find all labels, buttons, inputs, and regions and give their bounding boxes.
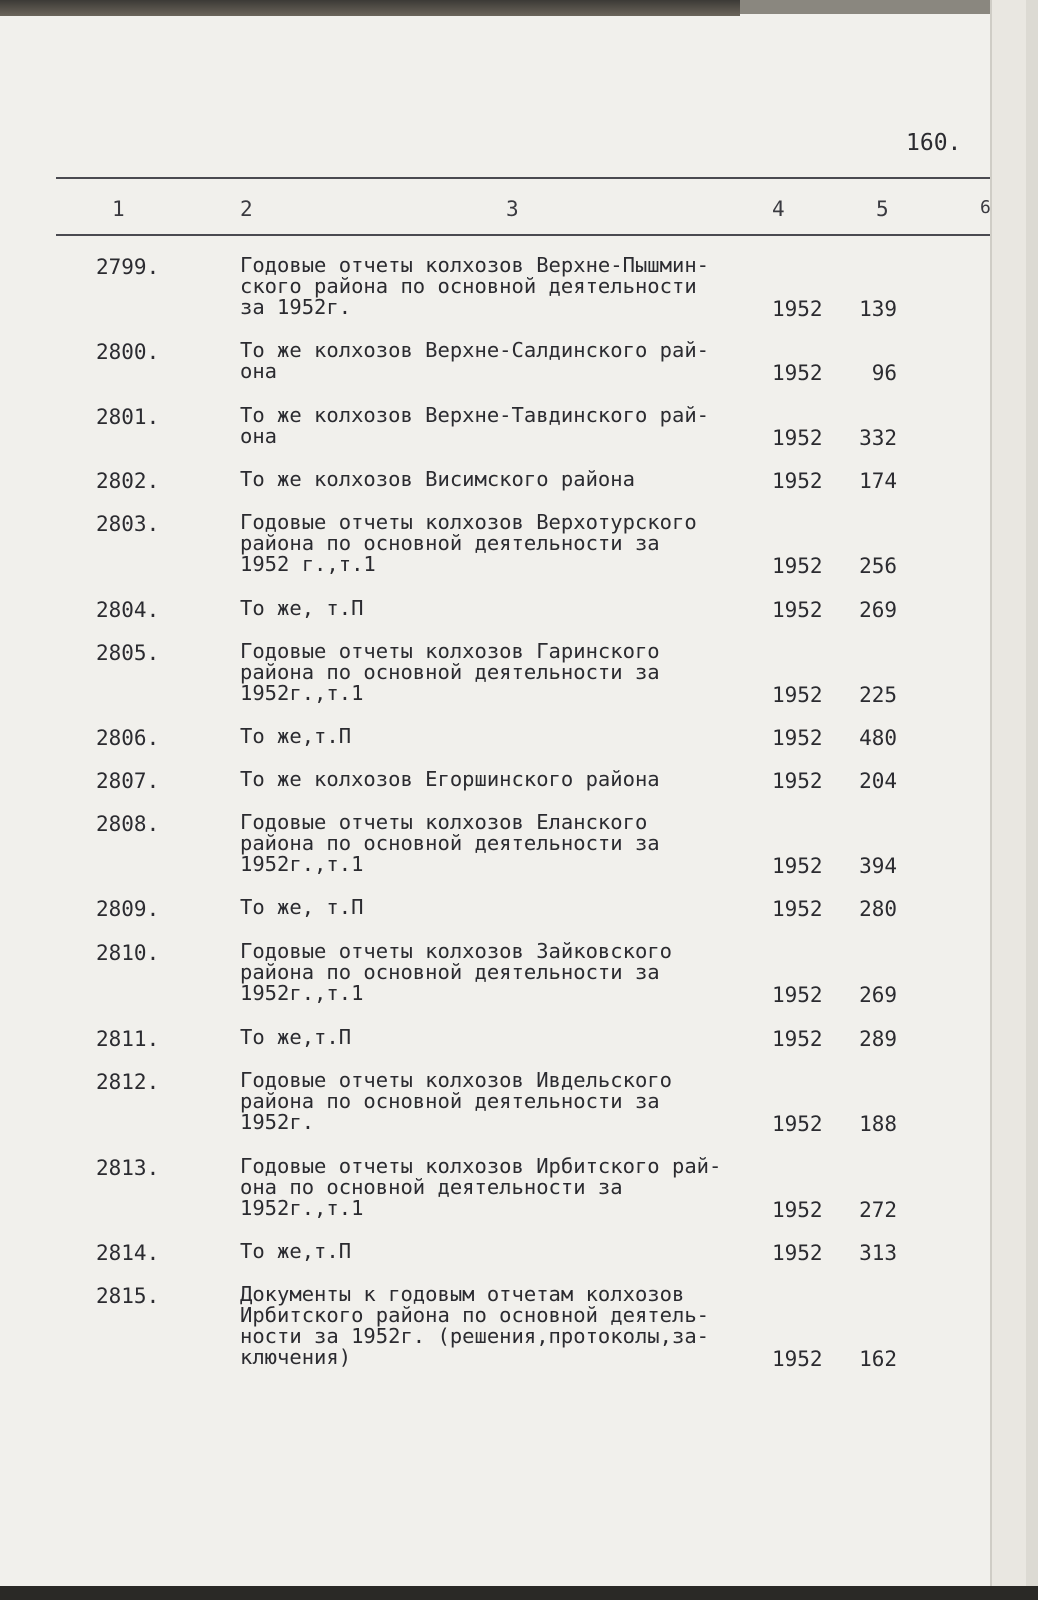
- header-bottom-rule: [56, 234, 990, 236]
- entry-number: 2810.: [96, 941, 160, 965]
- entry-sheet-count: 332: [859, 426, 897, 450]
- entry-sheet-count: 280: [859, 897, 897, 921]
- page-number: 160.: [906, 130, 962, 156]
- entry-description: То же колхозов Висимского района: [240, 467, 635, 491]
- entry-year: 1952: [772, 1198, 823, 1222]
- entry-year: 1952: [772, 361, 823, 385]
- entry-sheet-count: 394: [859, 854, 897, 878]
- entry-number: 2814.: [96, 1241, 160, 1265]
- entry-number: 2802.: [96, 469, 160, 493]
- entry-description: То же колхозов Егоршинского района: [240, 767, 660, 791]
- entry-year: 1952: [772, 726, 823, 750]
- entry-year: 1952: [772, 598, 823, 622]
- column-header-2: 2: [240, 197, 253, 221]
- entry-sheet-count: 162: [859, 1347, 897, 1371]
- entry-number: 2805.: [96, 641, 160, 665]
- entry-description: Годовые отчеты колхозов Верхотурского района по основной деятельности за 1952 г.,т.1: [240, 510, 697, 576]
- entry-year: 1952: [772, 554, 823, 578]
- entry-sheet-count: 313: [859, 1241, 897, 1265]
- entry-number: 2808.: [96, 812, 160, 836]
- entry-sheet-count: 269: [859, 983, 897, 1007]
- entry-number: 2800.: [96, 340, 160, 364]
- entry-number: 2815.: [96, 1284, 160, 1308]
- entry-number: 2806.: [96, 726, 160, 750]
- entry-year: 1952: [772, 297, 823, 321]
- entry-year: 1952: [772, 1112, 823, 1136]
- entry-number: 2812.: [96, 1070, 160, 1094]
- entry-description: Годовые отчеты колхозов Верхне-Пышмин- ского района по основной деятельности за 1952г.: [240, 253, 709, 319]
- entry-description: Годовые отчеты колхозов Гаринского района по основной деятельности за 1952г.,т.1: [240, 639, 660, 705]
- entry-number: 2804.: [96, 598, 160, 622]
- entry-year: 1952: [772, 426, 823, 450]
- column-header-4: 4: [772, 197, 785, 221]
- entry-sheet-count: 256: [859, 554, 897, 578]
- entry-sheet-count: 480: [859, 726, 897, 750]
- entry-description: То же, т.П: [240, 895, 364, 919]
- entry-year: 1952: [772, 469, 823, 493]
- entry-year: 1952: [772, 683, 823, 707]
- entry-description: Годовые отчеты колхозов Ирбитского рай- она по основной деятельности за 1952г.,т.1: [240, 1154, 722, 1220]
- entry-number: 2799.: [96, 255, 160, 279]
- column-header-1: 1: [112, 197, 125, 221]
- entry-description: Документы к годовым отчетам колхозов Ирбитского района по основной деятель- ности за 1952г. (решения,протоколы,за- ключения): [240, 1282, 709, 1369]
- entry-description: То же,т.П: [240, 1025, 352, 1049]
- entry-description: То же,т.П: [240, 724, 352, 748]
- column-header-5: 5: [876, 197, 889, 221]
- scan-top-edge: [0, 0, 740, 16]
- entry-description: То же, т.П: [240, 596, 364, 620]
- scan-right-edge: [1026, 0, 1038, 1600]
- entry-sheet-count: 96: [871, 361, 897, 385]
- column-header-6: 6: [980, 197, 991, 218]
- entry-number: 2809.: [96, 897, 160, 921]
- entry-number: 2807.: [96, 769, 160, 793]
- entry-year: 1952: [772, 1347, 823, 1371]
- entry-year: 1952: [772, 897, 823, 921]
- scan-bottom-edge: [0, 1586, 1038, 1600]
- entry-description: То же колхозов Верхне-Салдинского рай- она: [240, 338, 709, 383]
- entry-description: То же колхозов Верхне-Тавдинского рай- она: [240, 403, 709, 448]
- entry-sheet-count: 139: [859, 297, 897, 321]
- entry-number: 2811.: [96, 1027, 160, 1051]
- column-header-3: 3: [506, 197, 519, 221]
- entry-description: Годовые отчеты колхозов Ивдельского района по основной деятельности за 1952г.: [240, 1068, 672, 1134]
- entry-sheet-count: 174: [859, 469, 897, 493]
- entry-number: 2803.: [96, 512, 160, 536]
- entry-sheet-count: 204: [859, 769, 897, 793]
- entry-year: 1952: [772, 1241, 823, 1265]
- entry-sheet-count: 225: [859, 683, 897, 707]
- entry-year: 1952: [772, 983, 823, 1007]
- entry-sheet-count: 269: [859, 598, 897, 622]
- entry-description: Годовые отчеты колхозов Зайковского района по основной деятельности за 1952г.,т.1: [240, 939, 672, 1005]
- entry-number: 2801.: [96, 405, 160, 429]
- header-top-rule: [56, 177, 990, 179]
- entry-year: 1952: [772, 1027, 823, 1051]
- entry-year: 1952: [772, 854, 823, 878]
- entry-sheet-count: 188: [859, 1112, 897, 1136]
- entry-description: То же,т.П: [240, 1239, 352, 1263]
- entry-sheet-count: 289: [859, 1027, 897, 1051]
- entry-sheet-count: 272: [859, 1198, 897, 1222]
- entry-year: 1952: [772, 769, 823, 793]
- entry-description: Годовые отчеты колхозов Еланского района по основной деятельности за 1952г.,т.1: [240, 810, 660, 876]
- entry-number: 2813.: [96, 1156, 160, 1180]
